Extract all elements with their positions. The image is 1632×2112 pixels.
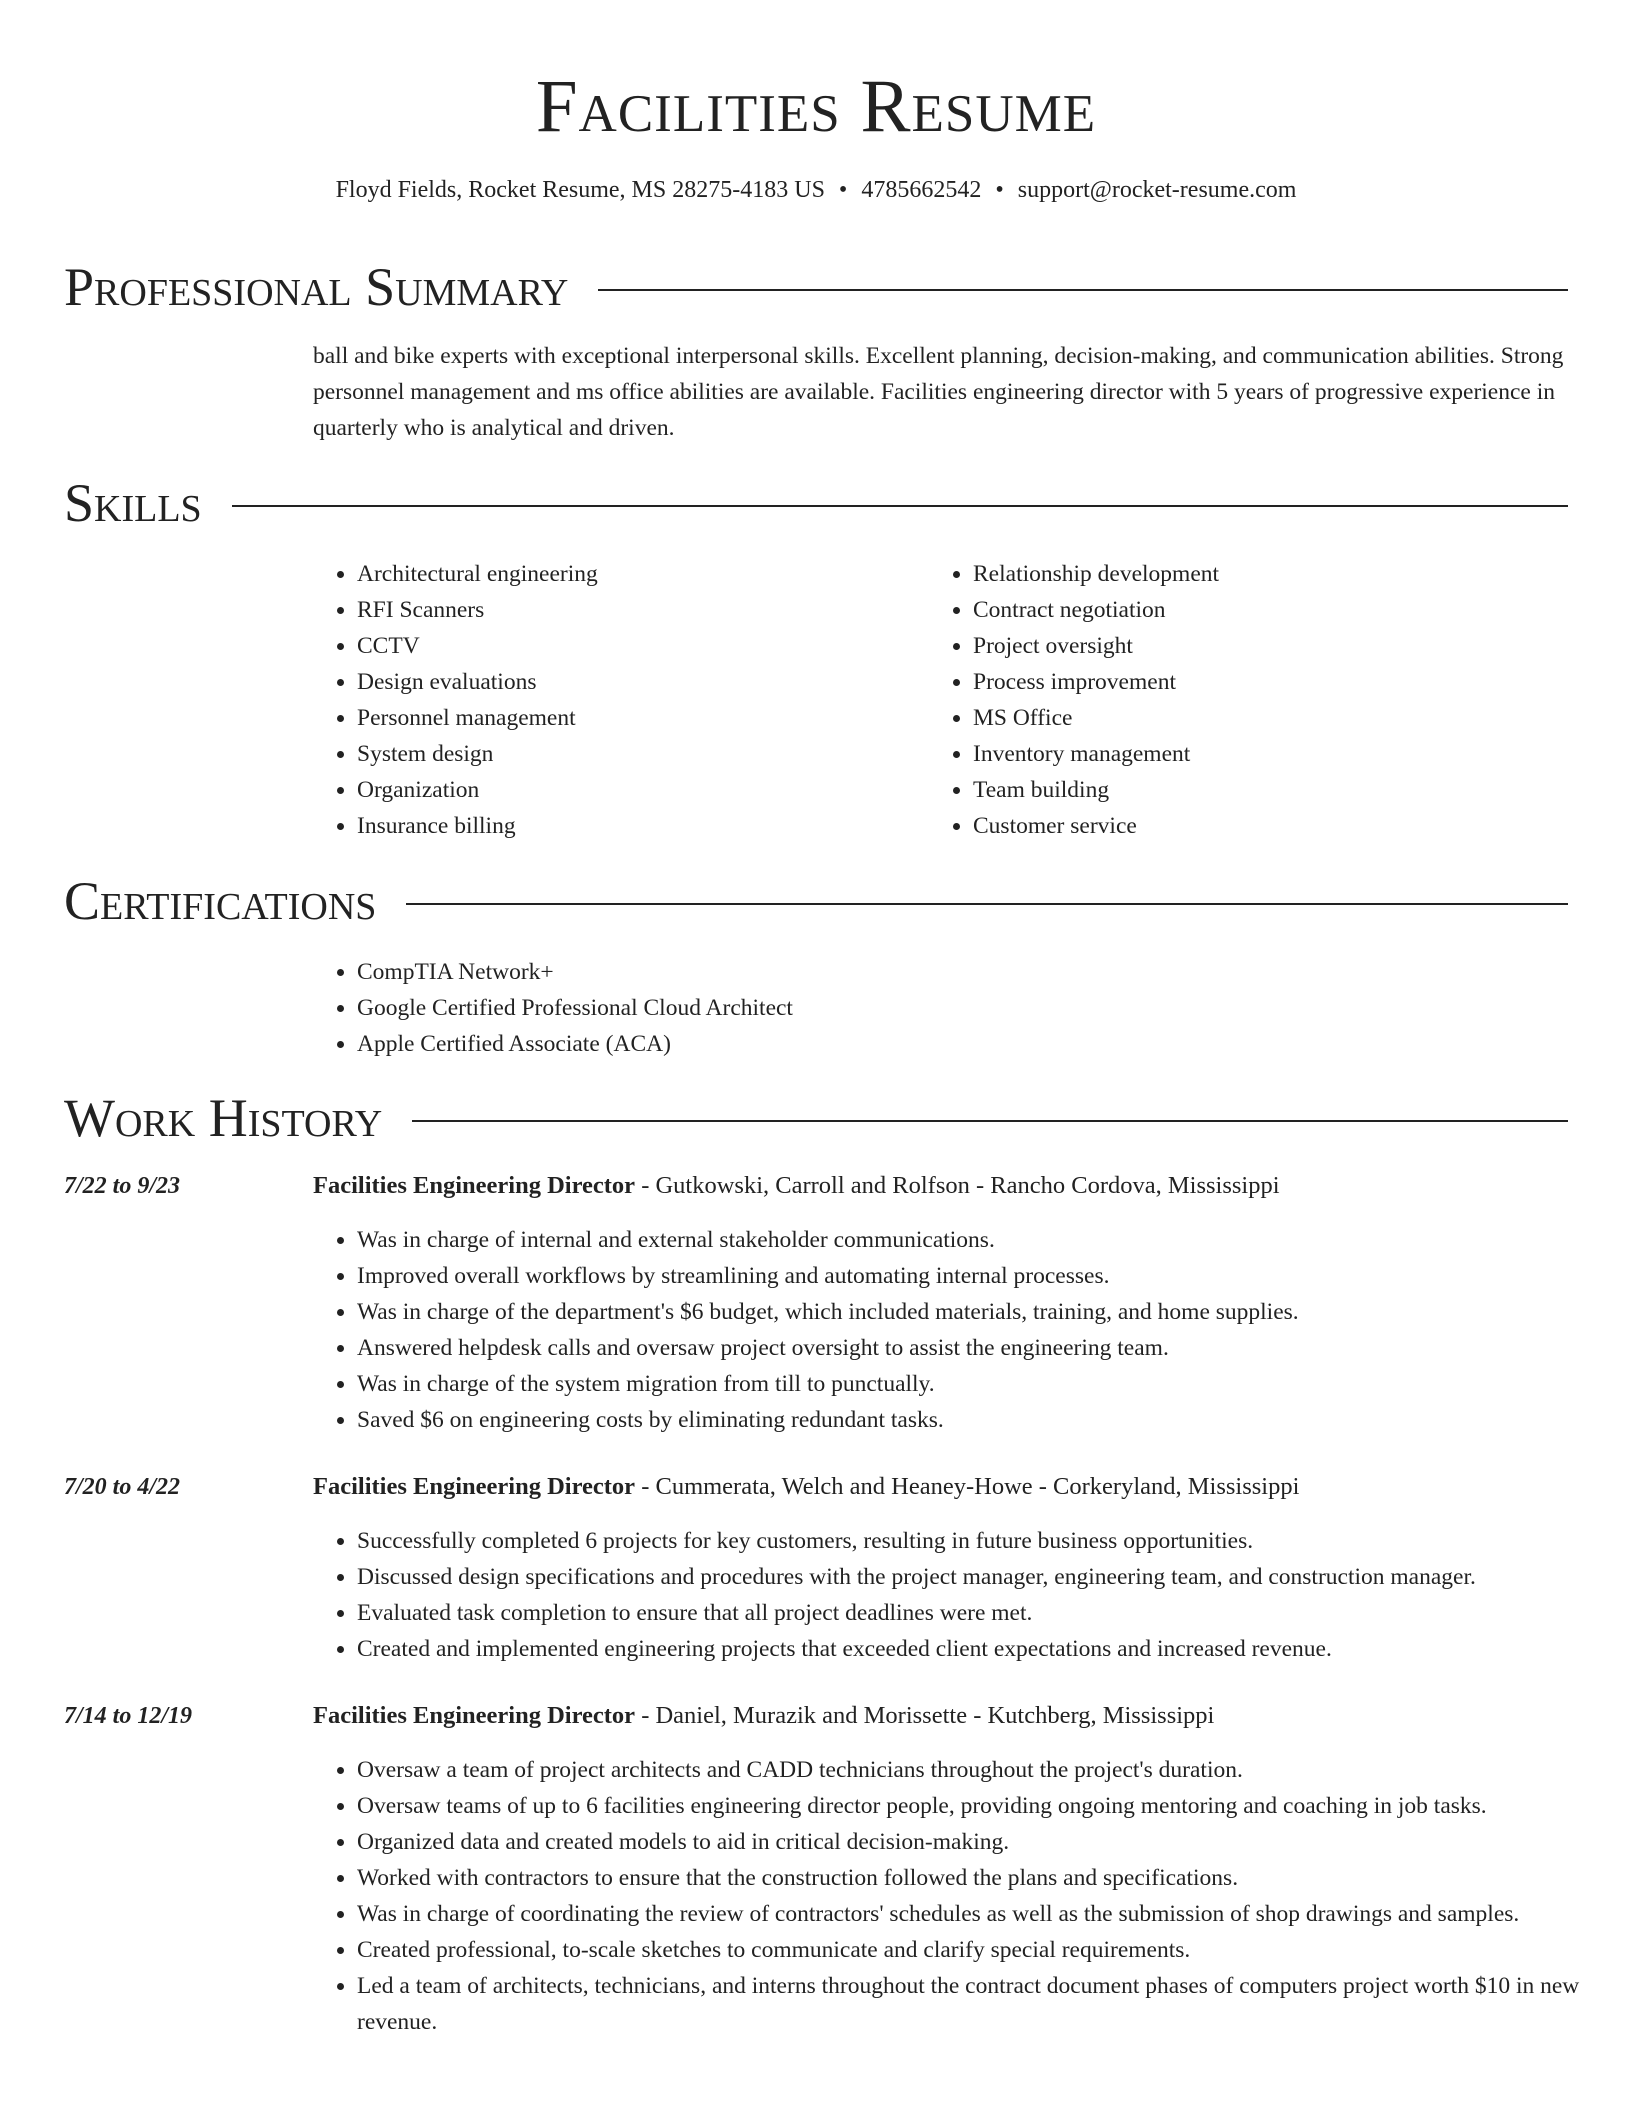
certifications-list — [313, 954, 1557, 1062]
list-item: • Was in charge of the system migration from till to punctually. — [357, 1366, 1617, 1402]
list-item: • Saved $6 on engineering costs by eliminating redundant tasks. — [357, 1402, 1617, 1438]
work-heading: Work History — [64, 1088, 383, 1148]
list-item: • Improved overall workflows by streamlining and automating internal processes. — [357, 1258, 1617, 1294]
list-item: • Organized data and created models to aid in critical decision-making. — [357, 1824, 1617, 1860]
list-item: • Architectural engineering — [357, 556, 917, 592]
list-item: • Worked with contractors to ensure that the construction followed the plans and specifications. — [357, 1860, 1617, 1896]
job-bullets — [313, 1222, 1617, 1438]
contact-address: Floyd Fields, Rocket Resume, MS 28275-4183 US — [335, 177, 825, 203]
work-section-header — [64, 1083, 1568, 1153]
list-item: • Design evaluations — [357, 664, 917, 700]
summary-heading: Professional Summary — [64, 257, 569, 317]
list-item: • Team building — [973, 772, 1573, 808]
list-item: • Answered helpdesk calls and oversaw project oversight to assist the engineering team. — [357, 1330, 1617, 1366]
list-item: • Inventory management — [973, 736, 1573, 772]
list-item: • Oversaw teams of up to 6 facilities engineering director people, providing ongoing mentoring and coaching in job tasks. — [357, 1788, 1617, 1824]
list-item: • Process improvement — [973, 664, 1573, 700]
certifications-heading: Certifications — [64, 871, 377, 931]
section-divider — [232, 505, 1568, 507]
list-item: • Created and implemented engineering projects that exceeded client expectations and increased revenue. — [357, 1631, 1617, 1667]
job-bullets — [313, 1523, 1617, 1667]
job-dates: 7/20 to 4/22 — [64, 1474, 181, 1500]
contact-phone: 4785662542 — [861, 177, 982, 203]
job-details: - Gutkowski, Carroll and Rolfson - Rancho Cordova, Mississippi — [635, 1172, 1280, 1199]
list-item: • Oversaw a team of project architects and CADD technicians throughout the project's duration. — [357, 1752, 1617, 1788]
job-details: - Daniel, Murazik and Morissette - Kutchberg, Mississippi — [635, 1702, 1215, 1729]
list-item: • MS Office — [973, 700, 1573, 736]
contact-email: support@rocket-resume.com — [1017, 177, 1297, 203]
contact-separator: • — [995, 177, 1004, 203]
job-role: Facilities Engineering Director — [313, 1702, 636, 1729]
job-header — [313, 1469, 1573, 1505]
list-item: • Created professional, to-scale sketches to communicate and clarify special requirements. — [357, 1932, 1617, 1968]
list-item: • Project oversight — [973, 628, 1573, 664]
list-item: • Was in charge of the department's $6 budget, which included materials, training, and home supplies. — [357, 1294, 1617, 1330]
skills-section-header — [64, 468, 1568, 538]
section-divider — [412, 1120, 1568, 1122]
section-divider — [406, 903, 1568, 905]
list-item: • Successfully completed 6 projects for key customers, resulting in future business opportunities. — [357, 1523, 1617, 1559]
job-role: Facilities Engineering Director — [313, 1172, 636, 1199]
list-item: • CompTIA Network+ — [357, 954, 1557, 990]
skills-list-left — [313, 556, 917, 844]
list-item: • Personnel management — [357, 700, 917, 736]
summary-text: ball and bike experts with exceptional interpersonal skills. Excellent planning, decision-making, and communication abilities. Strong personnel management and ms office abilities are available. Facilities engineering director with 5 years of progressive experience in quarterly who is analytical and driven. — [313, 343, 1564, 441]
list-item: • CCTV — [357, 628, 917, 664]
section-divider — [598, 289, 1568, 291]
job-header — [313, 1168, 1573, 1204]
list-item: • Was in charge of internal and external stakeholder communications. — [357, 1222, 1617, 1258]
skills-list-right — [929, 556, 1573, 844]
job-bullets — [313, 1752, 1617, 2040]
resume-title: Facilities Resume — [535, 65, 1097, 148]
job-dates: 7/14 to 12/19 — [64, 1703, 193, 1729]
contact-line — [0, 174, 1632, 206]
list-item: • Google Certified Professional Cloud Architect — [357, 990, 1557, 1026]
summary-section-header — [64, 252, 1568, 322]
list-item: • Was in charge of coordinating the review of contractors' schedules as well as the submission of shop drawings and samples. — [357, 1896, 1617, 1932]
job-details: - Cummerata, Welch and Heaney-Howe - Corkeryland, Mississippi — [635, 1473, 1300, 1500]
list-item: • RFI Scanners — [357, 592, 917, 628]
skills-heading: Skills — [64, 473, 202, 533]
list-item: • Organization — [357, 772, 917, 808]
contact-separator: • — [838, 177, 848, 203]
list-item: • Apple Certified Associate (ACA) — [357, 1026, 1557, 1062]
list-item: • System design — [357, 736, 917, 772]
job-role: Facilities Engineering Director — [313, 1473, 636, 1500]
list-item: • Customer service — [973, 808, 1573, 844]
list-item: • Discussed design specifications and procedures with the project manager, engineering team, and construction manager. — [357, 1559, 1617, 1595]
job-header — [313, 1698, 1573, 1734]
list-item: • Relationship development — [973, 556, 1573, 592]
list-item: • Led a team of architects, technicians, and interns throughout the contract document phases of computers project worth $10 in new revenue. — [357, 1968, 1617, 2040]
certifications-section-header — [64, 866, 1568, 936]
list-item: • Evaluated task completion to ensure that all project deadlines were met. — [357, 1595, 1617, 1631]
list-item: • Insurance billing — [357, 808, 917, 844]
job-dates: 7/22 to 9/23 — [64, 1173, 181, 1199]
list-item: • Contract negotiation — [973, 592, 1573, 628]
